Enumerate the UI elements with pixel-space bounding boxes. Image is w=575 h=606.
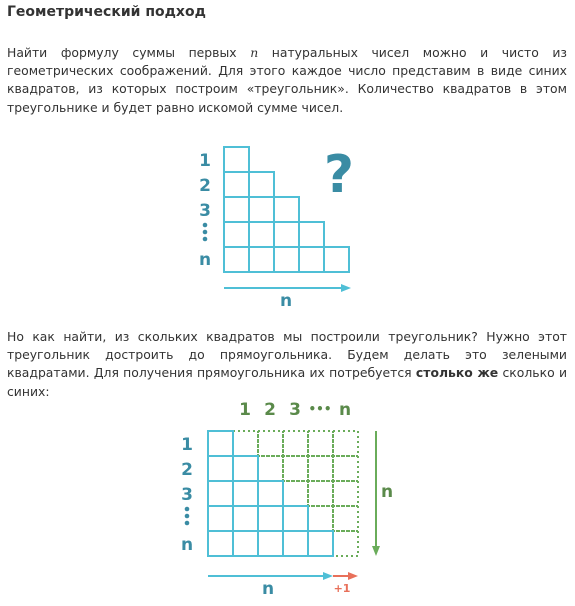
row-label-2: 2 <box>199 176 211 196</box>
plus-one-arrow-icon <box>333 572 358 580</box>
green-square <box>333 481 358 506</box>
green-square <box>333 456 358 481</box>
variable-n: n <box>250 45 259 60</box>
row-label-3: 3 <box>181 485 193 505</box>
bold-phrase: столько же <box>415 365 499 381</box>
row-label-n: n <box>180 535 194 555</box>
blue-square <box>308 531 333 556</box>
green-square <box>333 531 358 556</box>
row-label-2: 2 <box>181 460 193 480</box>
blue-square <box>224 222 249 247</box>
green-square <box>308 481 333 506</box>
triangle-diagram <box>0 140 575 310</box>
row-label-1: 1 <box>199 151 211 171</box>
green-square <box>283 456 308 481</box>
blue-square <box>224 247 249 272</box>
blue-square <box>208 531 233 556</box>
blue-square <box>283 531 308 556</box>
second-paragraph <box>7 328 567 401</box>
triangle-figure <box>0 140 575 310</box>
blue-square <box>208 431 233 456</box>
blue-square <box>274 222 299 247</box>
blue-square <box>208 506 233 531</box>
vertical-ellipsis-icon <box>203 223 208 242</box>
blue-square <box>299 247 324 272</box>
blue-square <box>208 456 233 481</box>
blue-square <box>249 222 274 247</box>
green-square <box>333 506 358 531</box>
blue-square <box>224 147 249 172</box>
column-label-1: 1 <box>239 400 251 420</box>
arrow-down-icon <box>372 431 380 556</box>
blue-square <box>249 172 274 197</box>
green-square <box>258 431 283 456</box>
section-title: Геометрический подход <box>7 4 206 20</box>
blue-square <box>258 481 283 506</box>
vertical-ellipsis-icon <box>185 507 190 526</box>
row-label-3: 3 <box>199 201 211 221</box>
green-square <box>283 431 308 456</box>
axis-label-n: n <box>279 291 293 310</box>
blue-square <box>224 172 249 197</box>
intro-paragraph <box>7 44 567 117</box>
blue-square <box>258 531 283 556</box>
plus-one-label: +1 <box>333 582 351 595</box>
blue-square <box>224 197 249 222</box>
blue-square <box>208 481 233 506</box>
green-square <box>308 456 333 481</box>
column-label-3: 3 <box>289 400 301 420</box>
rectangle-figure <box>0 394 575 602</box>
green-square <box>333 431 358 456</box>
green-square <box>233 431 258 456</box>
row-label-1: 1 <box>181 435 193 455</box>
blue-square <box>283 506 308 531</box>
second-text-part1: Но как найти, из скольких квадратов мы построили треугольник? Нужно этот треугольник достроить до прямоугольника. Будем делать это зелеными квадратами. Для получения прямоугольника их потребуется <box>7 329 567 381</box>
green-square <box>308 506 333 531</box>
blue-square <box>249 197 274 222</box>
blue-square <box>258 506 283 531</box>
bottom-label-n: n <box>261 579 275 599</box>
blue-square <box>324 247 349 272</box>
blue-square <box>233 481 258 506</box>
blue-square <box>274 197 299 222</box>
intro-text-part2: натуральных чисел можно и чисто из геометрических соображений. Для этого каждое число представим в виде синих квадратов, из которых построим «треугольник». Количество квадратов в этом треугольнике и будет равно искомой сумме чисел. <box>7 45 568 115</box>
blue-square <box>233 456 258 481</box>
row-label-n: n <box>198 250 212 270</box>
question-mark: ? <box>323 145 355 205</box>
right-label-n: n <box>380 482 394 502</box>
rectangle-diagram <box>0 394 575 602</box>
column-label-n: n <box>338 400 352 420</box>
intro-text-part1: Найти формулу суммы первых <box>7 45 251 60</box>
green-square <box>283 481 308 506</box>
blue-square <box>233 531 258 556</box>
column-label-2: 2 <box>264 400 276 420</box>
green-square <box>308 431 333 456</box>
blue-square <box>249 247 274 272</box>
second-text-part2: сколько и синих: <box>7 365 568 399</box>
blue-square <box>233 506 258 531</box>
green-square <box>258 456 283 481</box>
blue-square <box>274 247 299 272</box>
blue-square <box>299 222 324 247</box>
column-ellipsis: ••• <box>308 402 332 416</box>
